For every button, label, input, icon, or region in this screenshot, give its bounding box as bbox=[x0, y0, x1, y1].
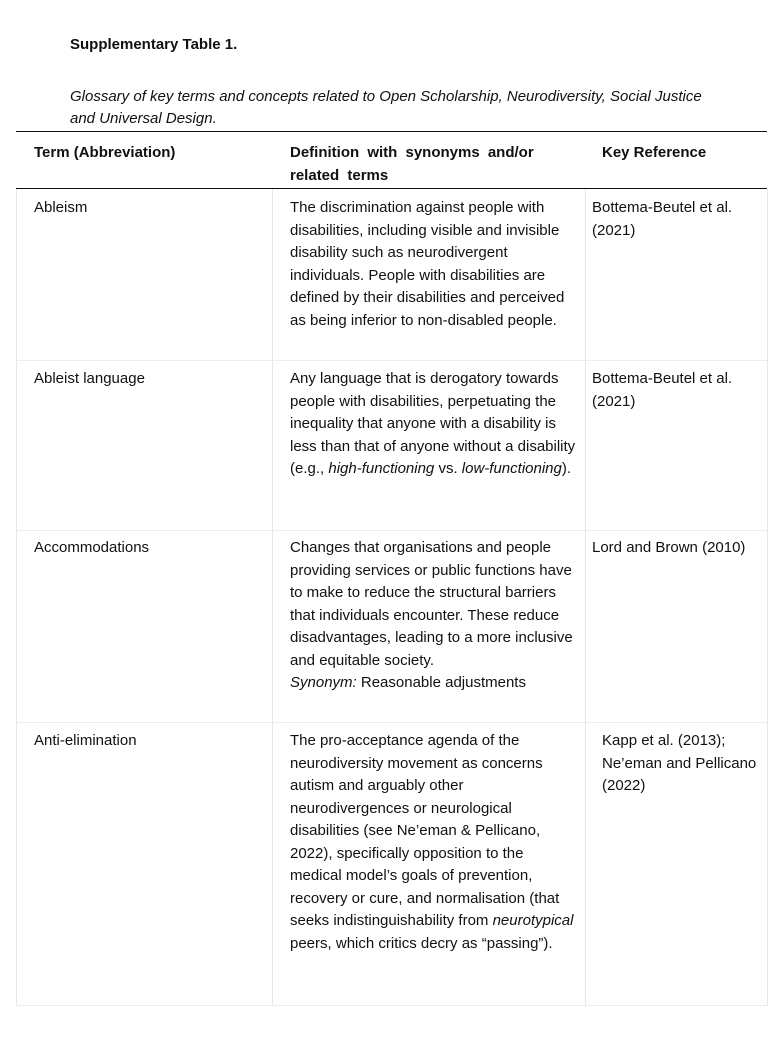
row-divider bbox=[16, 1005, 767, 1006]
row-reference: Kapp et al. (2013); Ne’eman and Pellicano (2022) bbox=[602, 732, 757, 794]
definition-text: The discrimination against people with disabilities, including visible and invisible disability such as neurodivergent individuals. People with disabilities are defined by their disabilities and perceived as being inferior to non-disabled people. bbox=[290, 199, 565, 329]
row-term: Accommodations bbox=[34, 539, 150, 556]
row-definition bbox=[290, 730, 576, 955]
row-divider bbox=[16, 722, 767, 723]
row-definition bbox=[290, 197, 576, 332]
table-caption: Glossary of key terms and concepts related to Open Scholarship, Neurodiversity, Social Justice and Universal Design. bbox=[70, 88, 702, 127]
row-term: Ableist language bbox=[34, 370, 145, 387]
table-left-edge bbox=[16, 189, 17, 1006]
definition-italic: low-functioning bbox=[461, 460, 562, 477]
definition-text: ). bbox=[561, 460, 572, 477]
row-divider bbox=[16, 360, 767, 361]
definition-text: vs. bbox=[434, 460, 462, 477]
definition-italic: neurotypical bbox=[492, 912, 574, 929]
table-header-rule bbox=[16, 188, 767, 189]
table-top-rule bbox=[16, 131, 767, 132]
row-definition bbox=[290, 368, 576, 481]
column-divider bbox=[585, 189, 586, 1006]
column-header-term: Term (Abbreviation) bbox=[34, 144, 176, 161]
table-title: Supplementary Table 1. bbox=[70, 36, 238, 53]
definition-text: Changes that organisations and people providing services or public functions have to make to reduce the structural barriers that individuals encounter. These reduce disadvantages, leading to a more inclusive and equitable society. bbox=[290, 539, 573, 669]
table-right-edge bbox=[767, 189, 768, 1006]
row-reference: Bottema-Beutel et al. (2021) bbox=[592, 370, 733, 410]
definition-text: peers, which critics decry as “passing”). bbox=[290, 934, 553, 952]
column-divider bbox=[272, 189, 273, 1006]
definition-italic: Synonym: bbox=[290, 674, 357, 691]
column-header-reference: Key Reference bbox=[602, 144, 707, 161]
row-reference: Bottema-Beutel et al. (2021) bbox=[592, 199, 733, 239]
row-term: Anti-elimination bbox=[34, 732, 137, 749]
row-definition bbox=[290, 537, 576, 695]
definition-text: Any language that is derogatory towards people with disabilities, perpetuating the inequality that anyone with a disability is less than that of anyone without a disability (e.g., bbox=[290, 370, 576, 477]
row-divider bbox=[16, 530, 767, 531]
definition-italic: high-functioning bbox=[328, 460, 435, 477]
definition-text: Reasonable adjustments bbox=[356, 674, 526, 691]
column-header-definition: Definition with synonyms and/or related terms bbox=[290, 144, 534, 184]
row-term: Ableism bbox=[34, 199, 88, 216]
definition-text: The pro-acceptance agenda of the neurodiversity movement as concerns autism and arguably other neurodivergences or neurological disabilities (see Ne’eman & Pellicano, 2022), specifically opposition to the medical model’s goals of prevention, recovery or cure, and normalisation (that seeks indistinguishability from bbox=[290, 732, 560, 929]
row-reference: Lord and Brown (2010) bbox=[592, 539, 746, 556]
